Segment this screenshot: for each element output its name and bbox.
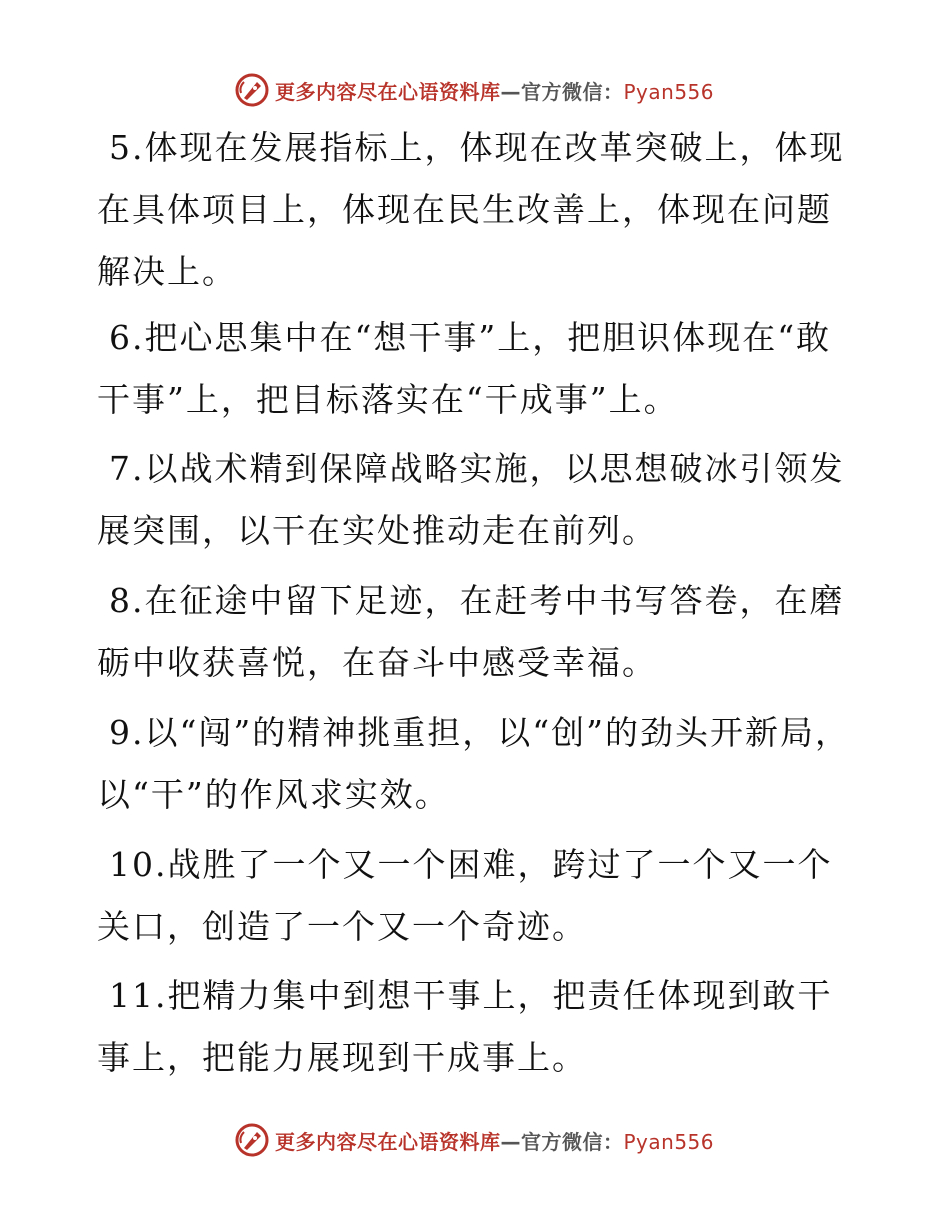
banner-text bbox=[275, 1126, 714, 1155]
banner-separator: — bbox=[500, 79, 521, 104]
banner-official-label: 官方微信： bbox=[521, 79, 624, 104]
paragraph-7: 7.以战术精到保障战略实施，以思想破冰引领发展突围，以干在实处推动走在前列。 bbox=[97, 449, 845, 550]
banner-wechat-id: Pyan556 bbox=[623, 1129, 715, 1154]
paragraph-9: 9.以“闯”的精神挑重担，以“创”的劲头开新局，以“干”的作风求实效。 bbox=[97, 713, 850, 814]
pen-nib-logo-icon bbox=[235, 1123, 269, 1157]
banner-wechat-id: Pyan556 bbox=[623, 79, 715, 104]
footer-banner bbox=[235, 1120, 714, 1160]
paragraph-5: 5.体现在发展指标上，体现在改革突破上，体现在具体项目上，体现在民生改善上，体现在问题解决上。 bbox=[97, 128, 845, 291]
paragraph-8: 8.在征途中留下足迹，在赶考中书写答卷，在磨砺中收获喜悦，在奋斗中感受幸福。 bbox=[97, 581, 845, 682]
banner-official-label: 官方微信： bbox=[521, 1129, 624, 1154]
banner-site-name: 更多内容尽在心语资料库 bbox=[275, 79, 501, 104]
paragraph-10: 10.战胜了一个又一个困难，跨过了一个又一个关口，创造了一个又一个奇迹。 bbox=[97, 845, 833, 946]
banner-site-name: 更多内容尽在心语资料库 bbox=[275, 1129, 501, 1154]
paragraph-11: 11.把精力集中到想干事上，把责任体现到敢干事上，把能力展现到干成事上。 bbox=[97, 976, 833, 1077]
banner-separator: — bbox=[500, 1129, 521, 1154]
paragraph-6: 6.把心思集中在“想干事”上，把胆识体现在“敢干事”上，把目标落实在“干成事”上。 bbox=[97, 318, 832, 419]
